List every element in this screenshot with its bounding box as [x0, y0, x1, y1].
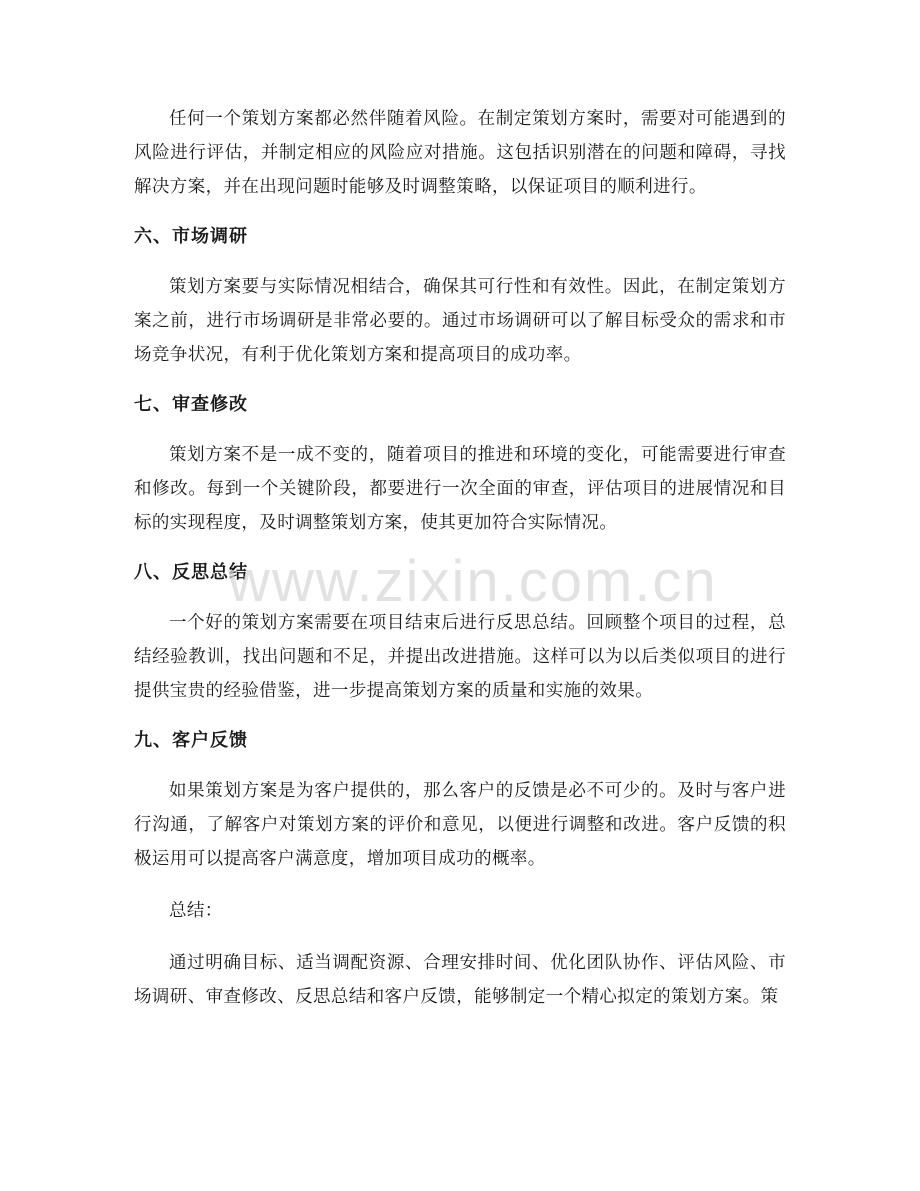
- section-body-market-research: 策划方案要与实际情况相结合，确保其可行性和有效性。因此，在制定策划方案之前，进行市场调研是非常必要的。通过市场调研可以了解目标受众的需求和市场竞争状况，有利于优化策划方案和提高项目的成功率。: [134, 277, 786, 365]
- section-heading-review-revise: 七、审查修改: [134, 394, 248, 415]
- section-body-review-revise: 策划方案不是一成不变的，随着项目的推进和环境的变化，可能需要进行审查和修改。每到一个关键阶段，都要进行一次全面的审查，评估项目的进展情况和目标的实现程度，及时调整策划方案，使其更加符合实际情况。: [134, 445, 786, 533]
- section-heading-customer-feedback: 九、客户反馈: [134, 730, 248, 751]
- document-body: [134, 102, 786, 1014]
- watermark-text: www.zixin.com.cn: [228, 549, 718, 614]
- summary-label: 总结：: [169, 901, 223, 921]
- intro-paragraph: 任何一个策划方案都必然伴随着风险。在制定策划方案时，需要对可能遇到的风险进行评估，并制定相应的风险应对措施。这包括识别潜在的问题和障碍，寻找解决方案，并在出现问题时能够及时调整策略，以保证项目的顺利进行。: [134, 109, 786, 197]
- section-body-customer-feedback: 如果策划方案是为客户提供的，那么客户的反馈是必不可少的。及时与客户进行沟通，了解客户对策划方案的评价和意见，以便进行调整和改进。客户反馈的积极运用可以提高客户满意度，增加项目成功的概率。: [134, 781, 786, 869]
- summary-paragraph: 通过明确目标、适当调配资源、合理安排时间、优化团队协作、评估风险、市场调研、审查修改、反思总结和客户反馈，能够制定一个精心拟定的策划方案。策: [134, 953, 786, 1007]
- section-body-reflection: 一个好的策划方案需要在项目结束后进行反思总结。回顾整个项目的过程，总结经验教训，找出问题和不足，并提出改进措施。这样可以为以后类似项目的进行提供宝贵的经验借鉴，进一步提高策划方案的质量和实施的效果。: [134, 613, 786, 701]
- section-heading-reflection: 八、反思总结: [134, 562, 248, 583]
- section-heading-market-research: 六、市场调研: [134, 226, 248, 247]
